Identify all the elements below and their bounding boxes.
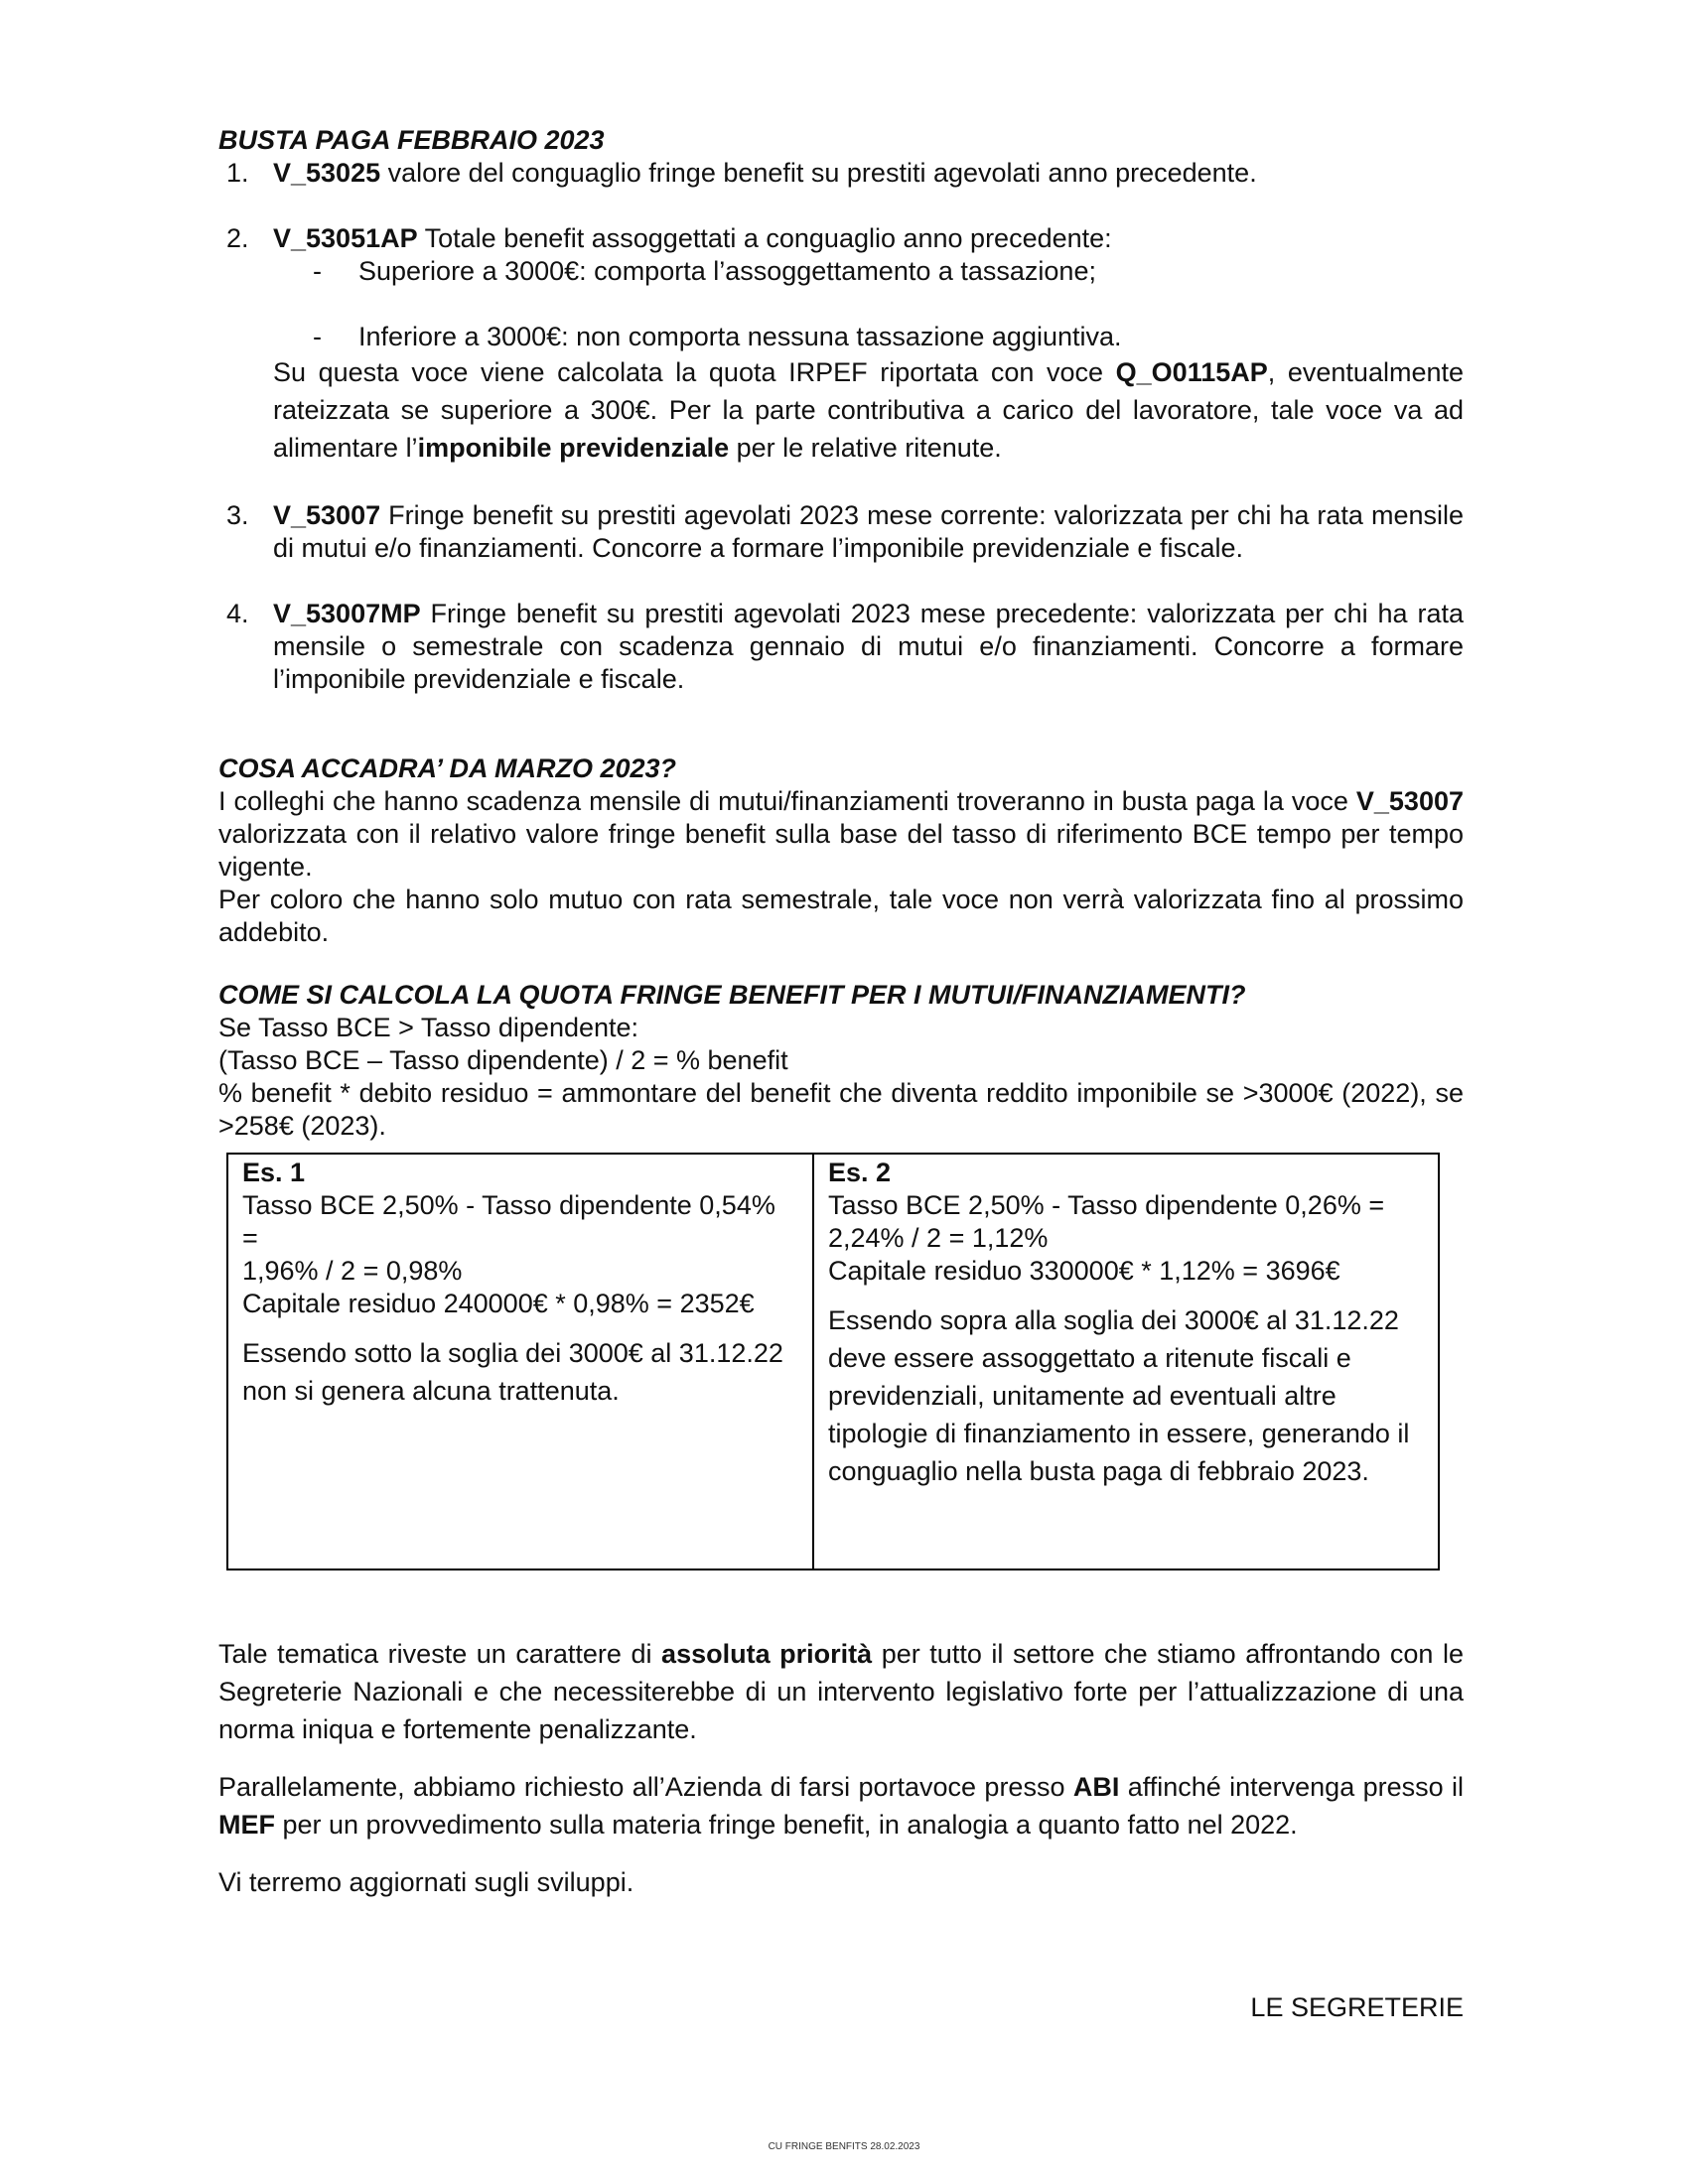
item-number: 3. — [226, 500, 249, 530]
item-number: 4. — [226, 599, 249, 628]
example-line: Capitale residuo 330000€ * 1,12% = 3696€ — [828, 1256, 1340, 1286]
example-line: 1,96% / 2 = 0,98% — [242, 1256, 463, 1286]
payslip-items-list — [218, 157, 1464, 696]
item-description: Totale benefit assoggettati a conguaglio anno precedente: — [417, 223, 1112, 253]
item-text — [273, 157, 1464, 190]
signature: LE SEGRETERIE — [1250, 1992, 1464, 2022]
bold-term: imponibile previdenziale — [417, 433, 730, 463]
example-line: Tasso BCE 2,50% - Tasso dipendente 0,54% = — [242, 1190, 775, 1253]
formula-line: Se Tasso BCE > Tasso dipendente: — [218, 1013, 639, 1042]
example-title: Es. 1 — [242, 1158, 306, 1187]
item-description: valore del conguaglio fringe benefit su prestiti agevolati anno precedente. — [380, 158, 1257, 188]
example-line: Tasso BCE 2,50% - Tasso dipendente 0,26% = 2,24% / 2 = 1,12% — [828, 1190, 1385, 1253]
examples-table — [226, 1153, 1440, 1570]
formula-line: % benefit * debito residuo = ammontare del benefit che diventa reddito imponibile se >3000€ (2022), se >258€ (2023). — [218, 1078, 1464, 1141]
item-text — [273, 222, 1464, 255]
section-heading: BUSTA PAGA FEBBRAIO 2023 — [218, 125, 605, 155]
item-note: Su questa voce viene calcolata la quota IRPEF riportata con voce Q_O0115AP, eventualmente rateizzata se superiore a 300€. Per la parte contributiva a carico del lavoratore, tale voce va ad alimentare l’imponibile previdenziale per le relative ritenute. — [273, 357, 1464, 463]
item-code: V_53025 — [273, 158, 381, 188]
bullet-item: - Inferiore a 3000€: non comporta nessuna tassazione aggiuntiva. — [313, 322, 1122, 351]
item-text — [273, 598, 1464, 696]
paragraph: Tale tematica riveste un carattere di assoluta priorità per tutto il settore che stiamo affrontando con le Segreterie Nazionali e che necessiterebbe di un intervento legislativo forte per l’attualizzazione di una norma iniqua e fortemente penalizzante. — [218, 1639, 1465, 1744]
page-footer: CU FRINGE BENFITS 28.02.2023 — [768, 2141, 920, 2152]
section-heading: COME SI CALCOLA LA QUOTA FRINGE BENEFIT PER I MUTUI/FINANZIAMENTI? — [218, 980, 1246, 1010]
section-heading: COSA ACCADRA’ DA MARZO 2023? — [218, 753, 677, 783]
item-code: V_53051AP — [273, 223, 418, 253]
bold-term: assoluta priorità — [661, 1639, 873, 1669]
document-page — [218, 124, 1464, 1901]
item-description: Fringe benefit su prestiti agevolati 2023 mese precedente: valorizzata per chi ha rata mensile o semestrale con scadenza gennaio di mutui e/o finanziamenti. Concorre a formare l’imponibile previdenziale e fiscale. — [273, 599, 1464, 694]
voice-code: V_53007 — [1355, 786, 1464, 816]
example-title: Es. 2 — [828, 1158, 892, 1187]
paragraph: I colleghi che hanno scadenza mensile di mutui/finanziamenti troveranno in busta paga la voce V_53007 valorizzata con il relativo valore fringe benefit sulla base del tasso di riferimento BCE tempo per tempo vigente. — [218, 786, 1464, 882]
list-item — [218, 157, 1464, 190]
item-code: V_53007 — [273, 500, 381, 530]
item-number: 1. — [226, 158, 249, 188]
list-item — [218, 598, 1464, 696]
item-number: 2. — [226, 223, 249, 253]
paragraph: Parallelamente, abbiamo richiesto all’Azienda di farsi portavoce presso ABI affinché intervenga presso il MEF per un provvedimento sulla materia fringe benefit, in analogia a quanto fatto nel 2022. — [218, 1772, 1464, 1840]
item-code: V_53007MP — [273, 599, 421, 628]
paragraph: Per coloro che hanno solo mutuo con rata semestrale, tale voce non verrà valorizzata fino al prossimo addebito. — [218, 885, 1464, 947]
example-note: Essendo sopra alla soglia dei 3000€ al 31.12.22 deve essere assoggettato a ritenute fiscali e previdenziali, unitamente ad eventuali altre tipologie di finanziamento in essere, generando il conguaglio nella busta paga di febbraio 2023. — [828, 1305, 1410, 1486]
formula-line: (Tasso BCE – Tasso dipendente) / 2 = % benefit — [218, 1045, 788, 1075]
paragraph: Vi terremo aggiornati sugli sviluppi. — [218, 1867, 634, 1897]
item-description: Fringe benefit su prestiti agevolati 2023 mese corrente: valorizzata per chi ha rata mensile di mutui e/o finanziamenti. Concorre a formare l’imponibile previdenziale e fiscale. — [273, 500, 1464, 563]
bullet-text: Superiore a 3000€: comporta l’assoggettamento a tassazione; — [358, 256, 1096, 286]
bullet-text: Inferiore a 3000€: non comporta nessuna tassazione aggiuntiva. — [358, 322, 1122, 351]
list-item — [218, 499, 1464, 565]
example-note: Essendo sotto la soglia dei 3000€ al 31.12.22 non si genera alcuna trattenuta. — [242, 1338, 783, 1406]
item-text — [273, 499, 1464, 565]
example-line: Capitale residuo 240000€ * 0,98% = 2352€ — [242, 1289, 755, 1318]
bold-term: ABI — [1072, 1772, 1120, 1802]
voice-code: Q_O0115AP — [1115, 357, 1268, 387]
bullet-item: - Superiore a 3000€: comporta l’assoggettamento a tassazione; — [313, 256, 1096, 286]
bold-term: MEF — [218, 1810, 275, 1840]
list-item — [218, 222, 1464, 467]
example-cell — [227, 1154, 813, 1570]
bullet-list — [273, 255, 1464, 353]
example-cell — [813, 1154, 1439, 1570]
